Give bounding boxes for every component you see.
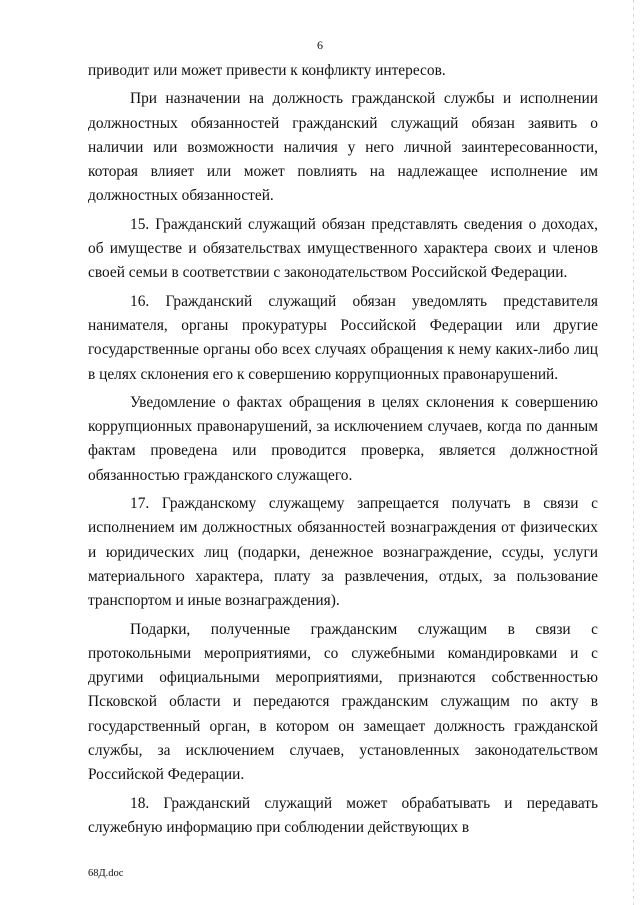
paragraph: приводит или может привести к конфликту интересов. (88, 62, 446, 79)
paragraph: 15. Гражданский служащий обязан представлять сведения о доходах, об имуществе и обязательствах имущественного характера своих и членов своей семьи в соответствии с законодательством Российской Федерации. (88, 215, 598, 282)
paragraph: Уведомление о фактах обращения в целях склонения к совершению коррупционных правонарушений, за исключением случаев, когда по данным фактам проведена или проводится проверка, является должностной обязанностью гражданского служащего. (88, 393, 598, 484)
document-body (88, 59, 598, 844)
paragraph: 17. Гражданскому служащему запрещается получать в связи с исполнением им должностных обязанностей вознаграждения от физических и юридических лиц (подарки, денежное вознаграждение, ссуды, услуги материального характера, плату за развлечения, отдых, за пользование транспортом и иные вознаграждения). (88, 495, 598, 610)
paragraph: Подарки, полученные гражданским служащим в связи с протокольными мероприятиями, со служебными командировками и с другими официальными мероприятиями, признаются собственностью Псковской области и передаются гражданским служащим по акту в государственный орган, в котором он замещает должность гражданской службы, за исключением случаев, установленных законодательством Российской Федерации. (88, 620, 598, 784)
scan-edge-line (633, 0, 634, 905)
page-number: 6 (317, 38, 323, 52)
paragraph: При назначении на должность гражданской службы и исполнении должностных обязанностей гражданский служащий обязан заявить о наличии или возможности наличия у него личной заинтересованности, которая влияет или может повлиять на надлежащее исполнение им должностных обязанностей. (88, 90, 598, 205)
paragraph: 16. Гражданский служащий обязан уведомлять представителя нанимателя, органы прокуратуры Российской Федерации или другие государственные органы обо всех случаях обращения к нему каких-либо лиц в целях склонения его к совершению коррупционных правонарушений. (88, 292, 598, 383)
footer-filename: 68Д.doc (88, 868, 124, 879)
paragraph: 18. Гражданский служащий может обрабатывать и передавать служебную информацию при соблюдении действующих в (88, 794, 598, 836)
